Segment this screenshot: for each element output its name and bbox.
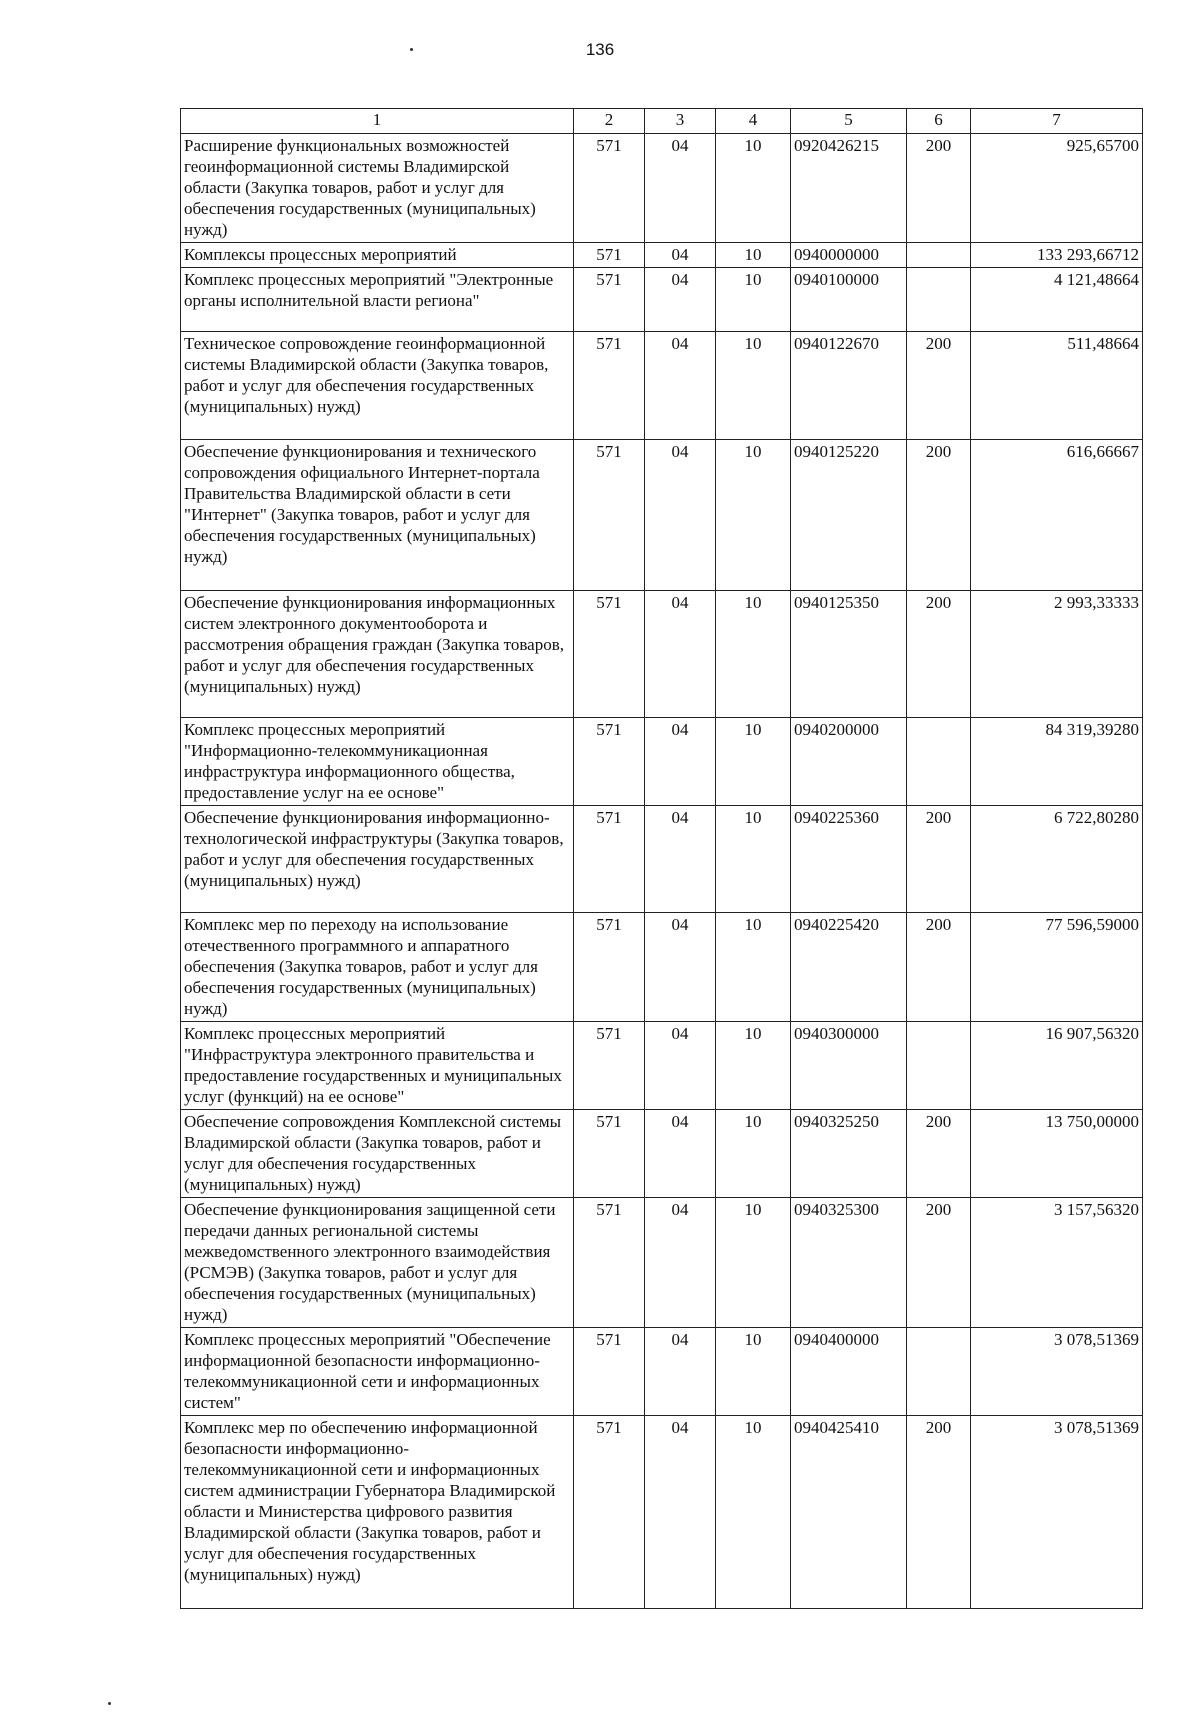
row-col-2: 571 <box>574 268 645 332</box>
row-col-2: 571 <box>574 332 645 440</box>
row-description: Обеспечение функционирования информационных систем электронного документооборота и рассмотрения обращения граждан (Закупка товаров, работ и услуг для обеспечения государственных (муниципальных) нужд) <box>181 591 574 718</box>
row-col-5: 0940300000 <box>791 1022 907 1110</box>
row-col-5: 0940200000 <box>791 718 907 806</box>
row-description: Расширение функциональных возможностей геоинформационной системы Владимирской области (Закупка товаров, работ и услуг для обеспечения государственных (муниципальных) нужд) <box>181 134 574 243</box>
row-description: Обеспечение функционирования защищенной сети передачи данных региональной системы межведомственного электронного взаимодействия (РСМЭВ) (Закупка товаров, работ и услуг для обеспечения государственных (муниципальных) нужд) <box>181 1198 574 1328</box>
table-row <box>181 243 1143 268</box>
row-col-7: 925,65700 <box>971 134 1143 243</box>
row-col-3: 04 <box>645 1328 716 1416</box>
row-col-6: 200 <box>907 1416 971 1609</box>
row-col-7: 16 907,56320 <box>971 1022 1143 1110</box>
row-col-2: 571 <box>574 1328 645 1416</box>
row-col-4: 10 <box>716 332 791 440</box>
budget-table <box>180 108 1143 1609</box>
page-number: 136 <box>585 40 615 59</box>
row-col-6: 200 <box>907 134 971 243</box>
row-col-5: 0940125220 <box>791 440 907 591</box>
row-col-7: 133 293,66712 <box>971 243 1143 268</box>
row-col-2: 571 <box>574 1110 645 1198</box>
row-col-4: 10 <box>716 1328 791 1416</box>
header-col-3: 3 <box>645 109 716 134</box>
row-description: Обеспечение функционирования и технического сопровождения официального Интернет-портала Правительства Владимирской области в сети "Интернет" (Закупка товаров, работ и услуг для обеспечения государственных (муниципальных) нужд) <box>181 440 574 591</box>
row-col-3: 04 <box>645 1110 716 1198</box>
row-col-7: 3 078,51369 <box>971 1416 1143 1609</box>
row-col-6 <box>907 1022 971 1110</box>
row-col-5: 0940122670 <box>791 332 907 440</box>
row-col-7: 13 750,00000 <box>971 1110 1143 1198</box>
row-col-3: 04 <box>645 718 716 806</box>
table-row <box>181 268 1143 332</box>
row-col-5: 0940325300 <box>791 1198 907 1328</box>
row-col-4: 10 <box>716 913 791 1022</box>
row-col-3: 04 <box>645 1416 716 1609</box>
table-row <box>181 332 1143 440</box>
row-description: Обеспечение сопровождения Комплексной системы Владимирской области (Закупка товаров, работ и услуг для обеспечения государственных (муниципальных) нужд) <box>181 1110 574 1198</box>
row-col-6: 200 <box>907 806 971 913</box>
row-col-2: 571 <box>574 243 645 268</box>
row-description: Комплекс процессных мероприятий "Информационно-телекоммуникационная инфраструктура информационного общества, предоставление услуг на ее основе" <box>181 718 574 806</box>
row-col-2: 571 <box>574 718 645 806</box>
row-col-2: 571 <box>574 1198 645 1328</box>
row-col-6 <box>907 243 971 268</box>
row-description: Комплекс процессных мероприятий "Обеспечение информационной безопасности информационно-телекоммуникационной сети и информационных систем" <box>181 1328 574 1416</box>
row-col-7: 77 596,59000 <box>971 913 1143 1022</box>
row-col-5: 0920426215 <box>791 134 907 243</box>
table-row <box>181 718 1143 806</box>
table-row <box>181 1416 1143 1609</box>
scan-speck <box>410 48 413 51</box>
header-col-1: 1 <box>181 109 574 134</box>
row-col-5: 0940400000 <box>791 1328 907 1416</box>
row-col-2: 571 <box>574 134 645 243</box>
row-col-3: 04 <box>645 1022 716 1110</box>
header-col-7: 7 <box>971 109 1143 134</box>
row-col-2: 571 <box>574 591 645 718</box>
row-col-3: 04 <box>645 591 716 718</box>
row-col-7: 84 319,39280 <box>971 718 1143 806</box>
row-col-3: 04 <box>645 243 716 268</box>
row-col-4: 10 <box>716 1416 791 1609</box>
row-col-3: 04 <box>645 1198 716 1328</box>
row-col-6: 200 <box>907 440 971 591</box>
row-description: Комплекс мер по обеспечению информационной безопасности информационно-телекоммуникационной сети и информационных систем администрации Губернатора Владимирской области и Министерства цифрового развития Владимирской области (Закупка товаров, работ и услуг для обеспечения государственных (муниципальных) нужд) <box>181 1416 574 1609</box>
row-col-5: 0940100000 <box>791 268 907 332</box>
row-description: Комплекс процессных мероприятий "Электронные органы исполнительной власти региона" <box>181 268 574 332</box>
row-col-4: 10 <box>716 243 791 268</box>
row-col-4: 10 <box>716 1110 791 1198</box>
row-col-6: 200 <box>907 1110 971 1198</box>
row-col-3: 04 <box>645 268 716 332</box>
row-col-4: 10 <box>716 134 791 243</box>
row-col-7: 2 993,33333 <box>971 591 1143 718</box>
row-col-2: 571 <box>574 913 645 1022</box>
header-col-4: 4 <box>716 109 791 134</box>
table-row <box>181 1110 1143 1198</box>
table-row <box>181 806 1143 913</box>
row-col-3: 04 <box>645 913 716 1022</box>
row-col-3: 04 <box>645 440 716 591</box>
row-col-5: 0940000000 <box>791 243 907 268</box>
row-col-2: 571 <box>574 806 645 913</box>
table-row <box>181 1328 1143 1416</box>
table-row <box>181 591 1143 718</box>
header-col-2: 2 <box>574 109 645 134</box>
row-col-7: 4 121,48664 <box>971 268 1143 332</box>
row-col-6 <box>907 1328 971 1416</box>
row-col-6: 200 <box>907 591 971 718</box>
row-col-7: 3 157,56320 <box>971 1198 1143 1328</box>
row-col-6 <box>907 718 971 806</box>
row-description: Техническое сопровождение геоинформационной системы Владимирской области (Закупка товаров, работ и услуг для обеспечения государственных (муниципальных) нужд) <box>181 332 574 440</box>
row-col-4: 10 <box>716 718 791 806</box>
scan-speck <box>108 1702 111 1705</box>
row-col-7: 6 722,80280 <box>971 806 1143 913</box>
header-col-5: 5 <box>791 109 907 134</box>
table-row <box>181 913 1143 1022</box>
row-col-5: 0940225360 <box>791 806 907 913</box>
row-col-7: 511,48664 <box>971 332 1143 440</box>
table-row <box>181 440 1143 591</box>
row-col-4: 10 <box>716 268 791 332</box>
row-col-6: 200 <box>907 332 971 440</box>
row-col-4: 10 <box>716 806 791 913</box>
row-description: Комплекс процессных мероприятий "Инфраструктура электронного правительства и предоставление государственных и муниципальных услуг (функций) на ее основе" <box>181 1022 574 1110</box>
row-description: Комплекс мер по переходу на использование отечественного программного и аппаратного обеспечения (Закупка товаров, работ и услуг для обеспечения государственных (муниципальных) нужд) <box>181 913 574 1022</box>
row-col-3: 04 <box>645 806 716 913</box>
row-col-3: 04 <box>645 134 716 243</box>
row-col-4: 10 <box>716 1022 791 1110</box>
row-col-5: 0940125350 <box>791 591 907 718</box>
row-col-7: 3 078,51369 <box>971 1328 1143 1416</box>
row-col-6: 200 <box>907 1198 971 1328</box>
row-col-6 <box>907 268 971 332</box>
table-row <box>181 1022 1143 1110</box>
row-col-5: 0940225420 <box>791 913 907 1022</box>
row-col-4: 10 <box>716 1198 791 1328</box>
row-col-5: 0940325250 <box>791 1110 907 1198</box>
row-description: Комплексы процессных мероприятий <box>181 243 574 268</box>
row-col-2: 571 <box>574 1022 645 1110</box>
row-col-5: 0940425410 <box>791 1416 907 1609</box>
row-col-7: 616,66667 <box>971 440 1143 591</box>
row-col-2: 571 <box>574 1416 645 1609</box>
table-row <box>181 1198 1143 1328</box>
row-col-6: 200 <box>907 913 971 1022</box>
row-col-4: 10 <box>716 440 791 591</box>
row-col-3: 04 <box>645 332 716 440</box>
table-row <box>181 134 1143 243</box>
row-col-2: 571 <box>574 440 645 591</box>
header-col-6: 6 <box>907 109 971 134</box>
row-col-4: 10 <box>716 591 791 718</box>
row-description: Обеспечение функционирования информационно-технологической инфраструктуры (Закупка товаров, работ и услуг для обеспечения государственных (муниципальных) нужд) <box>181 806 574 913</box>
header-row <box>181 109 1143 134</box>
